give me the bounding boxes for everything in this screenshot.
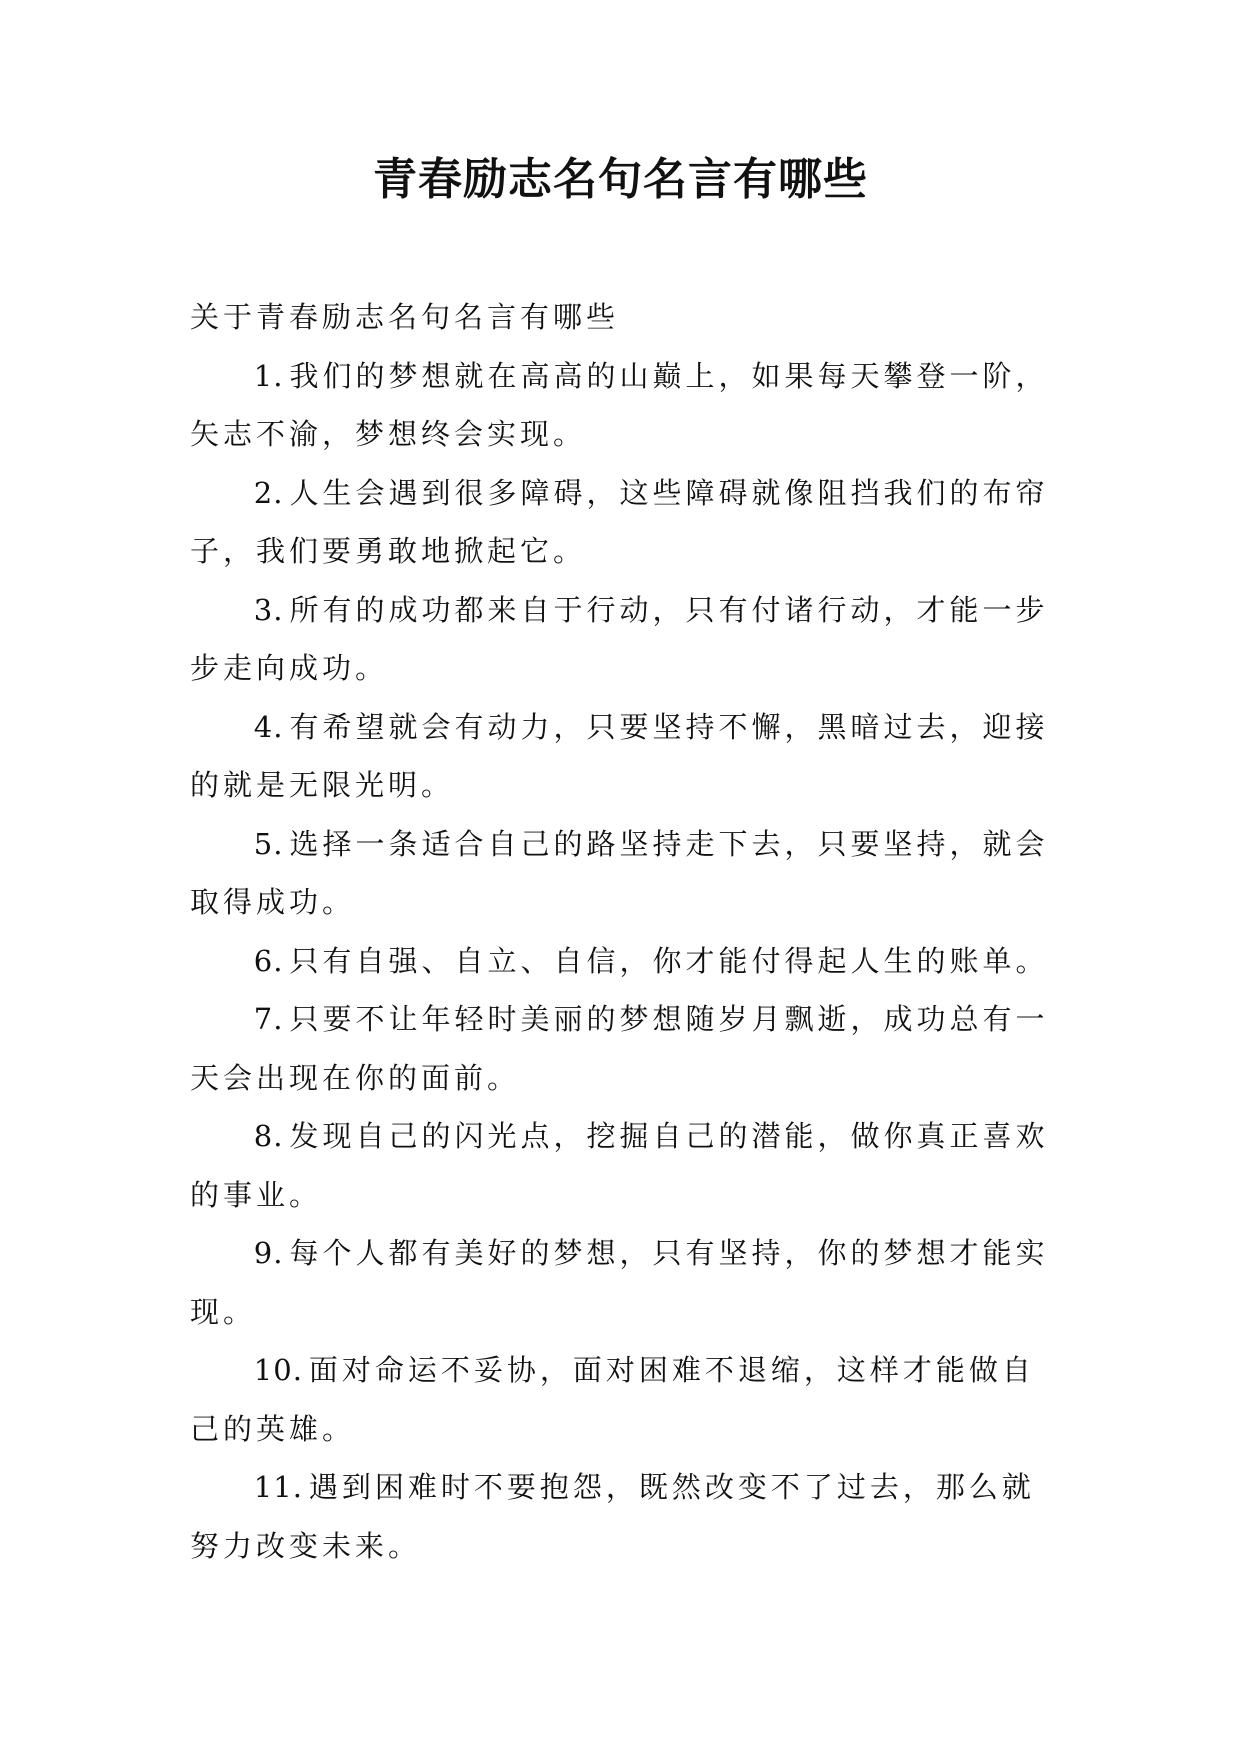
quote-item <box>190 698 1060 815</box>
quote-text: 人生会遇到很多障碍，这些障碍就像阻挡我们的布帘子，我们要勇敢地掀起它。 <box>190 475 1049 568</box>
quote-text: 有希望就会有动力，只要坚持不懈，黑暗过去，迎接的就是无限光明。 <box>190 709 1049 802</box>
quote-number: 10. <box>253 1353 303 1387</box>
quote-item <box>190 1458 1060 1575</box>
quote-number: 11. <box>253 1470 303 1504</box>
quote-text: 选择一条适合自己的路坚持走下去，只要坚持，就会取得成功。 <box>190 826 1049 919</box>
quote-text: 只有自强、自立、自信，你才能付得起人生的账单。 <box>289 943 1049 978</box>
quote-number: 8. <box>253 1119 284 1153</box>
quote-number: 9. <box>253 1236 284 1270</box>
quote-number: 5. <box>253 826 284 861</box>
quote-text: 面对命运不妥协，面对困难不退缩，这样才能做自己的英雄。 <box>190 1353 1035 1446</box>
quote-number: 4. <box>253 709 284 744</box>
quote-number: 1. <box>253 358 284 393</box>
quote-number: 6. <box>253 943 284 978</box>
quote-text: 每个人都有美好的梦想，只有坚持，你的梦想才能实现。 <box>190 1236 1049 1329</box>
quote-number: 3. <box>253 592 284 627</box>
quote-number: 7. <box>253 1002 284 1036</box>
quote-item <box>190 347 1060 464</box>
quote-item <box>190 464 1060 581</box>
quote-text: 遇到困难时不要抱怨，既然改变不了过去，那么就努力改变未来。 <box>190 1470 1035 1563</box>
quote-item <box>190 1107 1060 1224</box>
quote-text: 所有的成功都来自于行动，只有付诸行动，才能一步步走向成功。 <box>190 592 1049 685</box>
quote-item <box>190 1224 1060 1341</box>
quote-text: 只要不让年轻时美丽的梦想随岁月飘逝，成功总有一天会出现在你的面前。 <box>190 1002 1049 1095</box>
quote-item <box>190 990 1060 1107</box>
document-body <box>190 288 1060 1575</box>
intro-line: 关于青春励志名句名言有哪些 <box>190 300 620 334</box>
quote-text: 我们的梦想就在高高的山巅上，如果每天攀登一阶，矢志不渝，梦想终会实现。 <box>190 358 1049 451</box>
quote-item <box>190 932 1060 991</box>
document-title: 青春励志名句名言有哪些 <box>373 154 868 205</box>
quote-item <box>190 581 1060 698</box>
quote-number: 2. <box>253 475 284 510</box>
quote-text: 发现自己的闪光点，挖掘自己的潜能，做你真正喜欢的事业。 <box>190 1119 1049 1212</box>
quote-item <box>190 1341 1060 1458</box>
quote-item <box>190 815 1060 932</box>
